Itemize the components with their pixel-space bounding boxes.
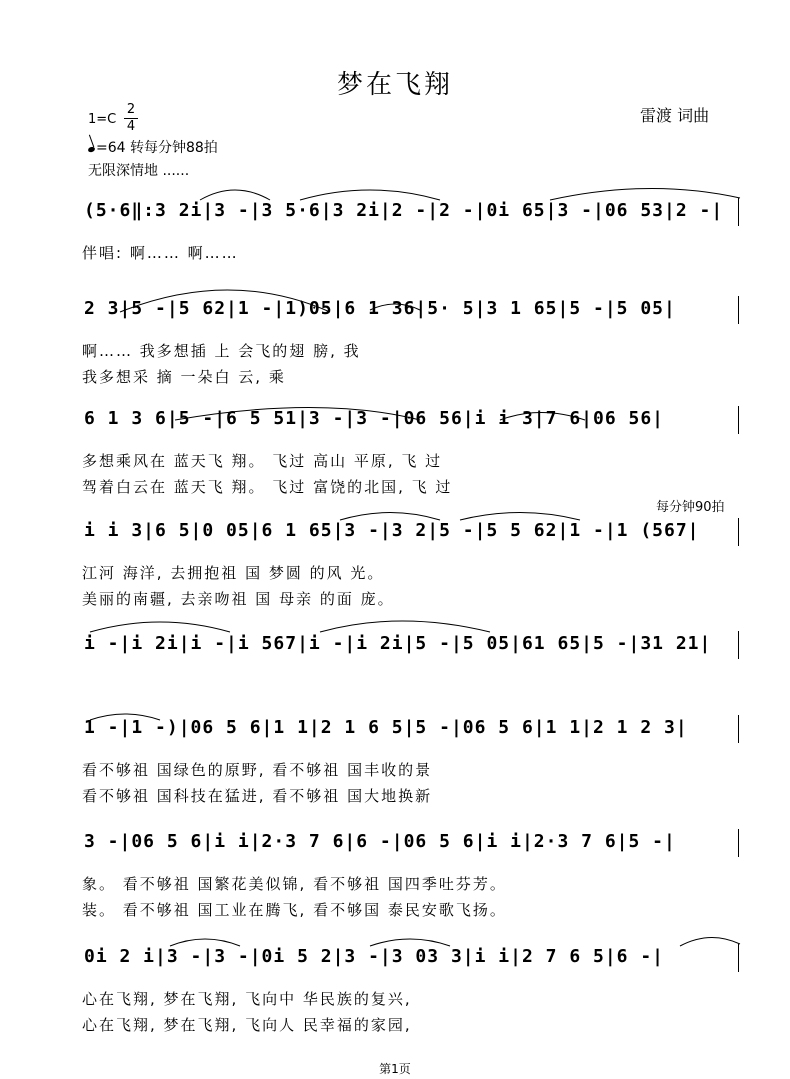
bar-line — [738, 944, 739, 972]
lyric-line: 心在飞翔, 梦在飞翔, 飞向人 民幸福的家园, — [82, 1016, 412, 1034]
time-numerator: 2 — [126, 102, 136, 117]
tempo-text: =64 转每分钟88拍 — [96, 140, 218, 156]
slur — [300, 190, 440, 200]
lyric-line: 江河 海洋, 去拥抱祖 国 梦圆 的风 光。 — [82, 564, 385, 582]
bar-line — [738, 296, 739, 324]
bar-line — [738, 198, 739, 226]
notation-row: i -|i 2i|i -|i 567|i -|i 2i|5 -|5 05|61 65|5 -|31 21| — [84, 633, 712, 654]
bar-line — [738, 518, 739, 546]
page-number: 第1页 — [379, 1062, 411, 1076]
expression-marking: 无限深情地 ...... — [88, 163, 190, 179]
bar-line — [738, 406, 739, 434]
quarter-note-icon — [87, 146, 95, 153]
tempo-change-marking: 每分钟90拍 — [656, 500, 725, 515]
slur — [320, 621, 490, 632]
notation-row: 0i 2 i|3 -|3 -|0i 5 2|3 -|3 03 3|i i|2 7 6 5|6 -| — [84, 946, 665, 967]
time-signature — [124, 102, 138, 135]
lyric-line: 多想乘风在 蓝天飞 翔。 飞过 高山 平原, 飞 过 — [82, 452, 443, 470]
lyric-line: 装。 看不够祖 国工业在腾飞, 看不够国 泰民安歌飞扬。 — [82, 901, 507, 919]
slur — [170, 939, 240, 946]
time-denominator: 4 — [124, 118, 138, 135]
bar-line — [738, 631, 739, 659]
slur — [340, 513, 440, 521]
key-signature: 1=C — [88, 112, 117, 127]
notation-row: (5·6‖:3 2i|3 -|3 5·6|3 2i|2 -|2 -|0i 65|3 -|06 53|2 -| — [84, 200, 724, 221]
lyric-line: 美丽的南疆, 去亲吻祖 国 母亲 的面 庞。 — [82, 590, 395, 608]
lyric-line: 看不够祖 国科技在猛进, 看不够祖 国大地换新 — [82, 787, 433, 805]
lyric-line: 我多想采 摘 一朵白 云, 乘 — [82, 368, 286, 386]
notation-row: i i 3|6 5|0 05|6 1 65|3 -|3 2|5 -|5 5 62|1 -|1 (567| — [84, 520, 700, 541]
notation-row: 3 -|06 5 6|i i|2·3 7 6|6 -|06 5 6|i i|2·3 7 6|5 -| — [84, 831, 676, 852]
page-title: 梦在飞翔 — [336, 70, 453, 100]
lyric-line: 伴唱: 啊…… 啊…… — [82, 244, 239, 262]
slur — [550, 188, 740, 200]
slur — [200, 190, 270, 200]
lyric-line: 心在飞翔, 梦在飞翔, 飞向中 华民族的复兴, — [82, 990, 412, 1008]
lyric-line: 象。 看不够祖 国繁花美似锦, 看不够祖 国四季吐芬芳。 — [82, 875, 507, 893]
notation-row: 6 1 3 6|5 -|6 5 51|3 -|3 -|06 56|i i 3|7 6|06 56| — [84, 408, 665, 429]
slur — [460, 513, 580, 521]
notation-row: 1 -|1 -)|06 5 6|1 1|2 1 6 5|5 -|06 5 6|1 1|2 1 2 3| — [84, 717, 688, 738]
slur — [680, 937, 740, 946]
bar-line — [738, 715, 739, 743]
lyric-line: 驾着白云在 蓝天飞 翔。 飞过 富饶的北国, 飞 过 — [82, 478, 453, 496]
notation-row: 2 3|5 -|5 62|1 -|1)05|6 1 36|5· 5|3 1 65|5 -|5 05| — [84, 298, 676, 319]
lyric-line: 啊…… 我多想插 上 会飞的翅 膀, 我 — [82, 342, 361, 360]
lyric-line: 看不够祖 国绿色的原野, 看不够祖 国丰收的景 — [82, 761, 433, 779]
author-credit: 雷渡 词曲 — [640, 106, 710, 125]
tempo-marking — [88, 137, 218, 157]
slur — [370, 939, 450, 946]
slur — [90, 622, 230, 632]
bar-line — [738, 829, 739, 857]
